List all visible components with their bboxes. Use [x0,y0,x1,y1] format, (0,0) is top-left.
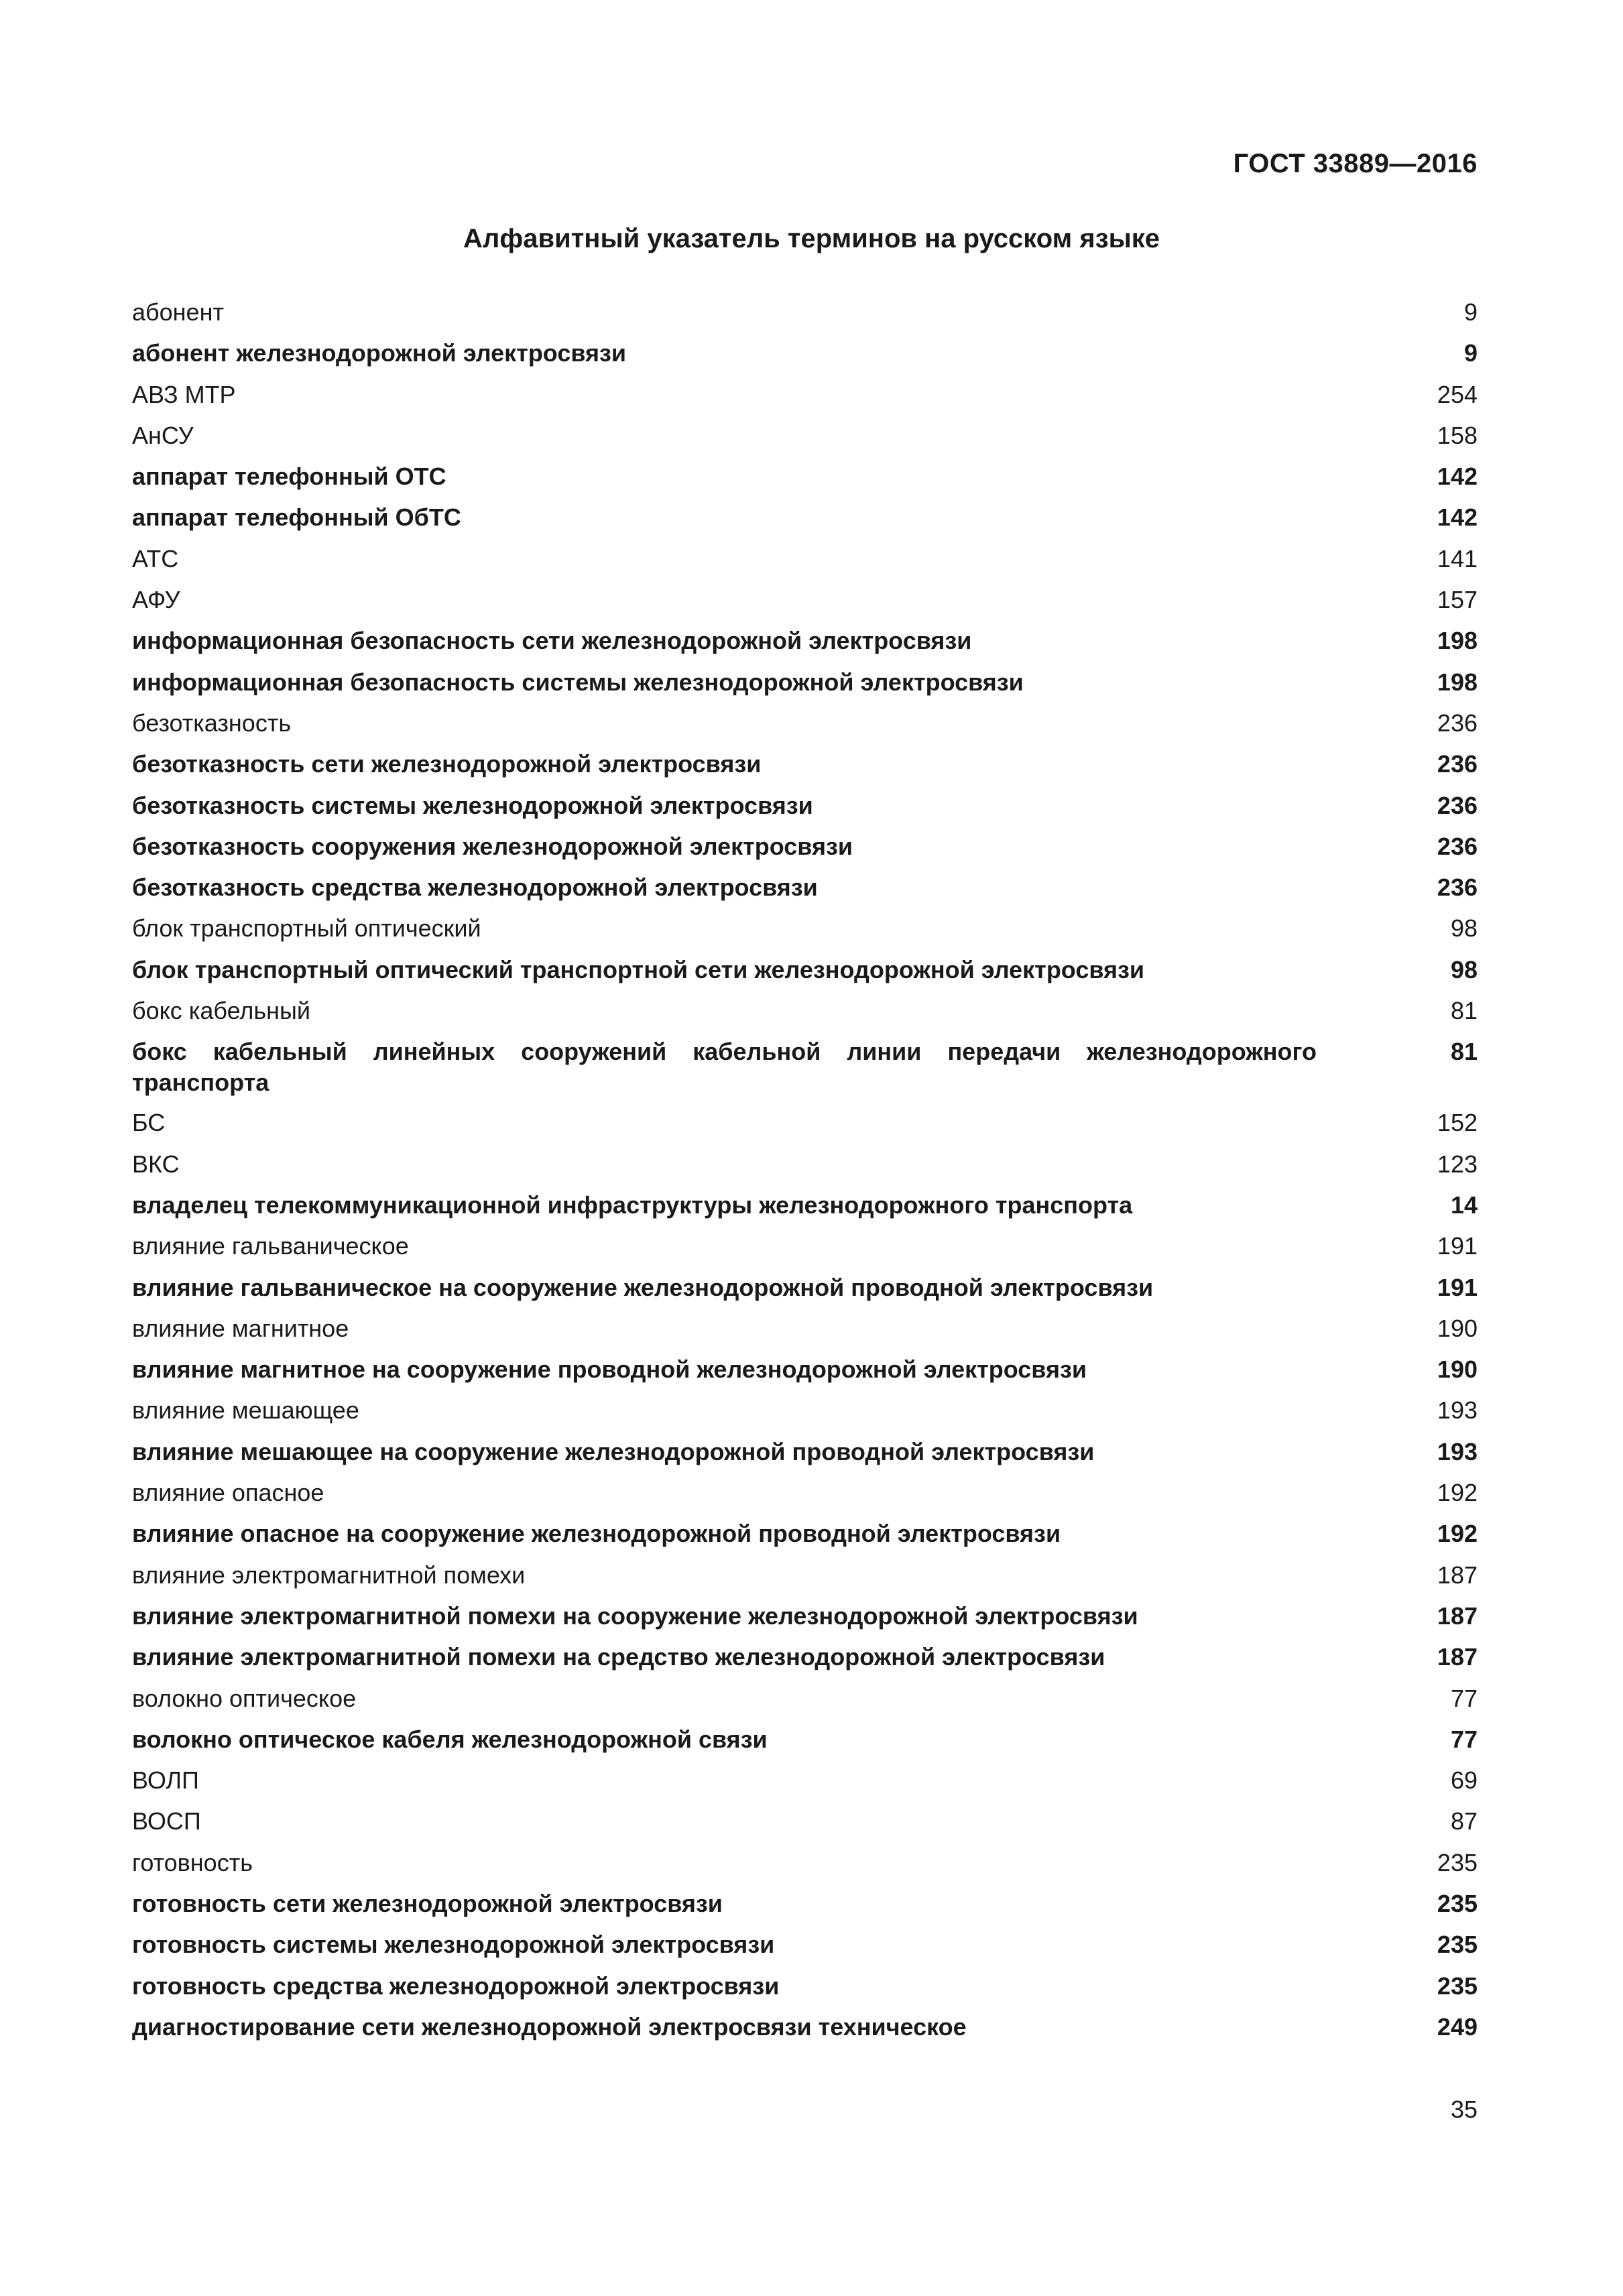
index-entry-term: АФУ [132,586,180,614]
index-entry-page: 193 [1437,1437,1478,1465]
index-entry-page: 198 [1437,627,1478,655]
index-entry-page: 81 [1450,997,1478,1025]
index-entry [132,585,1478,625]
index-entry [132,831,1478,872]
index-entry-page: 81 [1450,1038,1478,1066]
index-entry [132,1437,1478,1477]
index-entry-page: 190 [1437,1355,1478,1384]
index-entry [132,790,1478,831]
index-entry-page: 235 [1437,1889,1478,1917]
index-entry [132,338,1478,379]
index-entry-term: волокно оптическое кабеля железнодорожной связи [132,1725,768,1753]
index-entry-term: АнСУ [132,421,194,449]
index-entry-page: 191 [1437,1232,1478,1260]
index-entry-term: безотказность системы железнодорожной электросвязи [132,791,813,819]
index-entry [132,1477,1478,1518]
index-entry [132,461,1478,502]
index-entry [132,1765,1478,1806]
index-entry-page: 191 [1437,1273,1478,1301]
index-entry-term: готовность сети железнодорожной электросвязи [132,1889,723,1917]
index-entry [132,667,1478,708]
index-entry-page: 142 [1437,463,1478,491]
index-entry-term: блок транспортный оптический [132,914,481,943]
index-entry-term: влияние мешающее [132,1396,359,1425]
index-entry-term: информационная безопасность сети железнодорожной электросвязи [132,627,972,655]
index-entry-term: безотказность средства железнодорожной электросвязи [132,873,818,902]
index-entry-page: 235 [1437,1848,1478,1876]
index-entry-page: 152 [1437,1109,1478,1137]
index-entry [132,1395,1478,1436]
index-entry-term: влияние электромагнитной помехи на средство железнодорожной электросвязи [132,1643,1105,1671]
index-entry-page: 187 [1437,1643,1478,1671]
index-entry-page: 157 [1437,586,1478,614]
index-entry [132,1806,1478,1847]
index-entry-page: 236 [1437,750,1478,778]
index-entry-page: 87 [1450,1807,1478,1835]
index-entry-page: 235 [1437,1972,1478,2000]
index-entry [132,2012,1478,2053]
index-entry [132,749,1478,790]
index-entry-page: 77 [1450,1684,1478,1712]
index-entry-page: 236 [1437,873,1478,902]
index-entry [132,1354,1478,1395]
index-entry-term: абонент железнодорожной электросвязи [132,339,627,367]
index-entry-page: 235 [1437,1931,1478,1959]
index-entry-term: информационная безопасность системы железнодорожной электросвязи [132,668,1024,696]
index-entry-term: аппарат телефонный ОбТС [132,503,461,532]
index-entry-page: 98 [1450,955,1478,983]
index-entry-page: 69 [1450,1766,1478,1795]
index-entry-page: 198 [1437,668,1478,696]
index-entry-page: 193 [1437,1396,1478,1425]
index-entry-page: 9 [1463,339,1478,367]
index-entry [132,420,1478,461]
index-entry-term: готовность системы железнодорожной электросвязи [132,1931,775,1959]
index-entry [132,1190,1478,1231]
index-entry-page: 192 [1437,1520,1478,1548]
term-index-list [132,297,1478,2053]
index-entry-page: 123 [1437,1150,1478,1178]
index-entry-page: 142 [1437,503,1478,532]
index-entry-term: влияние опасное [132,1479,324,1507]
index-entry-term: ВОСП [132,1807,201,1835]
page-number: 35 [1450,2096,1478,2123]
index-entry-term: безотказность сети железнодорожной электросвязи [132,750,762,778]
index-entry [132,1971,1478,2012]
index-entry [132,1848,1478,1888]
index-entry-term: влияние гальваническое [132,1232,409,1260]
index-entry-term: блок транспортный оптический транспортной сети железнодорожной электросвязи [132,955,1145,983]
index-entry [132,1272,1478,1313]
index-entry-term: аппарат телефонный ОТС [132,463,446,491]
index-entry-term: готовность средства железнодорожной электросвязи [132,1972,780,2000]
index-entry-page: 158 [1437,421,1478,449]
index-entry-page: 141 [1437,544,1478,572]
index-entry-term: волокно оптическое [132,1684,357,1712]
index-entry-term: влияние опасное на сооружение железнодорожной проводной электросвязи [132,1520,1061,1548]
index-entry [132,502,1478,543]
index-entry [132,1231,1478,1272]
index-entry [132,1149,1478,1190]
index-entry-term: влияние магнитное [132,1314,349,1342]
index-entry-term: влияние электромагнитной помехи [132,1561,526,1589]
index-entry-page: 187 [1437,1561,1478,1589]
index-entry [132,1601,1478,1642]
index-entry-term: безотказность [132,709,292,737]
index-entry-page: 9 [1463,298,1478,326]
index-title: Алфавитный указатель терминов на русском языке [463,224,1160,253]
index-entry [132,872,1478,913]
index-entry [132,1036,1478,1107]
index-entry [132,955,1478,995]
index-entry [132,1929,1478,1970]
index-entry-term: диагностирование сети железнодорожной электросвязи техническое [132,2012,967,2041]
document-code: ГОСТ 33889—2016 [1233,149,1478,178]
index-entry-page: 236 [1437,709,1478,737]
index-entry [132,1724,1478,1765]
index-entry-page: 192 [1437,1479,1478,1507]
index-entry [132,1888,1478,1929]
index-entry [132,297,1478,338]
index-entry-page: 77 [1450,1725,1478,1753]
index-entry [132,1518,1478,1559]
index-entry [132,708,1478,749]
index-entry-term: ВОЛП [132,1766,199,1795]
index-entry [132,1107,1478,1148]
index-entry [132,1313,1478,1354]
index-entry-term: влияние электромагнитной помехи на сооружение железнодорожной электросвязи [132,1602,1138,1630]
index-entry-term: АВЗ МТР [132,380,236,408]
index-entry-page: 190 [1437,1314,1478,1342]
index-entry-term: бокс кабельный [132,997,311,1025]
index-entry-term: безотказность сооружения железнодорожной электросвязи [132,832,853,860]
index-entry-page: 249 [1437,2012,1478,2041]
index-entry-term: владелец телекоммуникационной инфраструктуры железнодорожного транспорта [132,1191,1133,1219]
index-entry [132,995,1478,1036]
index-entry-page: 254 [1437,380,1478,408]
index-entry [132,1683,1478,1724]
index-entry [132,1642,1478,1683]
index-entry-page: 187 [1437,1602,1478,1630]
index-entry-term: влияние мешающее на сооружение железнодорожной проводной электросвязи [132,1437,1095,1465]
index-entry [132,1560,1478,1601]
index-entry-page: 236 [1437,832,1478,860]
index-entry-page: 14 [1450,1191,1478,1219]
index-entry [132,379,1478,420]
index-entry-term: влияние магнитное на сооружение проводной железнодорожной электросвязи [132,1355,1087,1384]
index-entry-term: ВКС [132,1150,180,1178]
index-entry-term: готовность [132,1848,253,1876]
index-entry-term: абонент [132,298,224,326]
index-entry [132,913,1478,954]
index-entry-page: 98 [1450,914,1478,943]
index-entry-term: АТС [132,544,179,572]
index-entry [132,625,1478,666]
index-entry-term: бокс кабельный линейных сооружений кабельной линии передачи железнодорожного транспорта [132,1038,1317,1097]
index-entry-page: 236 [1437,791,1478,819]
index-entry-term: БС [132,1109,166,1137]
index-entry-term: влияние гальваническое на сооружение железнодорожной проводной электросвязи [132,1273,1154,1301]
index-entry [132,544,1478,585]
